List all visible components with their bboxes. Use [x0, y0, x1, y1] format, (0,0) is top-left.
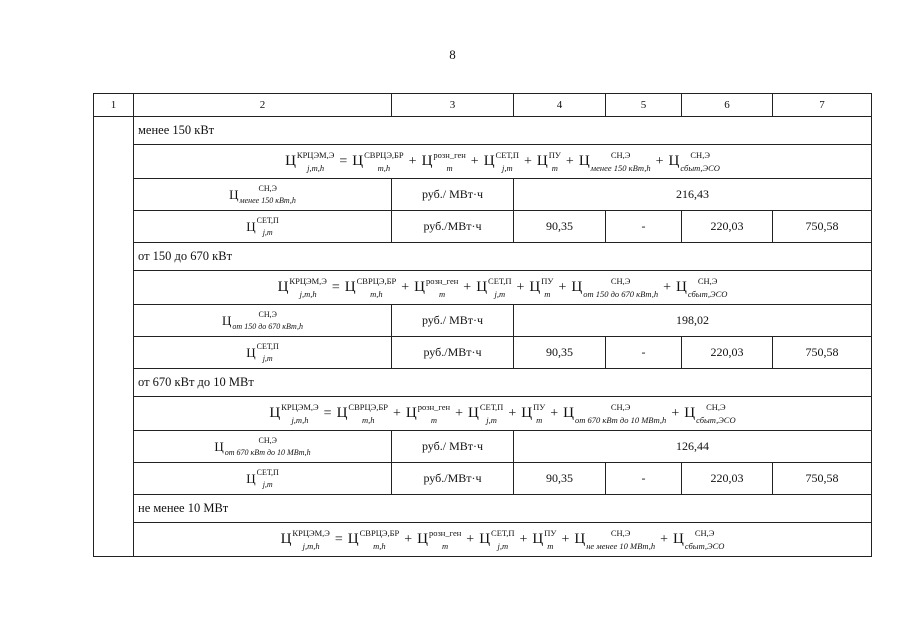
symbol-subscript: сбыт,ЭСО [684, 540, 725, 551]
math-symbol [280, 528, 330, 551]
symbol-subscript: от 670 кВт до 10 МВт,h [574, 414, 667, 425]
math-symbol [684, 402, 736, 425]
symbol-subscript: m,h [370, 288, 383, 299]
symbol-scripts [696, 402, 736, 425]
formula-row [94, 397, 872, 431]
value-cell-col5: - [606, 211, 682, 243]
symbol-base: Ц [468, 405, 479, 421]
symbol-superscript: СЕТ,П [491, 528, 515, 538]
symbol-scripts [687, 276, 728, 299]
symbol-scripts [256, 341, 279, 363]
unit-cell: руб./ МВт·ч [392, 179, 514, 211]
plus-sign: + [508, 405, 517, 421]
math-symbol [532, 528, 557, 551]
header-cell: 1 [94, 94, 134, 117]
plus-sign: + [550, 405, 559, 421]
symbol-superscript: розн_ген [417, 402, 451, 412]
symbol-superscript: СН,Э [697, 276, 718, 286]
symbol-cell [134, 179, 392, 211]
value-cell-col4: 90,35 [514, 211, 606, 243]
symbol-subscript: j,m [497, 540, 509, 551]
symbol-subscript: j,m [494, 288, 506, 299]
symbol-scripts [296, 150, 335, 173]
math-symbol [269, 402, 319, 425]
unit-cell: руб./МВт·ч [392, 211, 514, 243]
equals-sign: = [334, 531, 343, 547]
symbol-subscript: от 150 до 670 кВт,h [232, 321, 303, 331]
symbol-subscript: m [439, 288, 446, 299]
symbol-scripts [425, 276, 459, 299]
symbol-scripts [417, 402, 451, 425]
plus-sign: + [463, 279, 472, 295]
symbol-subscript: m [536, 414, 543, 425]
math-symbol [214, 435, 311, 457]
symbol-superscript: СН,Э [610, 150, 631, 160]
plus-sign: + [470, 153, 479, 169]
symbol-base: Ц [521, 405, 533, 421]
symbol-subscript: сбыт,ЭСО [680, 162, 720, 173]
symbol-scripts [359, 528, 400, 551]
symbol-cell [134, 211, 392, 243]
plus-sign: + [401, 279, 410, 295]
symbol-subscript: j,m,h [299, 288, 317, 299]
symbol-scripts [488, 276, 512, 299]
math-symbol [336, 402, 388, 425]
symbol-superscript: КРЦЭМ,Э [281, 402, 319, 412]
symbol-base: Ц [673, 531, 684, 547]
symbol-superscript: СВРЦЭ,БР [348, 402, 388, 412]
symbol-subscript: j,m [501, 162, 513, 173]
math-symbol [468, 402, 504, 425]
symbol-base: Ц [280, 531, 292, 547]
plus-sign: + [516, 279, 525, 295]
math-symbol [229, 183, 296, 205]
symbol-subscript: j,m [262, 227, 273, 237]
symbol-base: Ц [476, 279, 488, 295]
symbol-superscript: СН,Э [690, 150, 710, 160]
formula [269, 402, 736, 425]
blank-column-cell [94, 117, 134, 557]
symbol-subscript: j,m,h [307, 162, 325, 173]
symbol-subscript: сбыт,ЭСО [687, 288, 728, 299]
symbol-superscript: розн_ген [428, 528, 462, 538]
math-symbol [574, 528, 656, 551]
value-row [94, 463, 872, 495]
section-title: не менее 10 МВт [134, 495, 872, 523]
math-symbol [277, 276, 327, 299]
symbol-scripts [289, 276, 327, 299]
symbol-subscript: m [547, 540, 554, 551]
math-symbol [578, 150, 651, 173]
symbol-superscript: розн_ген [433, 150, 466, 160]
plus-sign: + [565, 153, 574, 169]
symbol-base: Ц [421, 153, 433, 169]
symbol-superscript: СН,Э [258, 309, 277, 319]
plus-sign: + [663, 279, 672, 295]
symbol-scripts [232, 309, 303, 331]
symbol-subscript: j,m [262, 479, 273, 489]
symbol-subscript: m [430, 414, 437, 425]
symbol-scripts [364, 150, 404, 173]
symbol-subscript: от 150 до 670 кВт,h [583, 288, 659, 299]
symbol-subscript: m [544, 288, 551, 299]
symbol-subscript: j,m [486, 414, 497, 425]
symbol-base: Ц [578, 153, 590, 169]
symbol-base: Ц [246, 218, 256, 234]
symbol-superscript: СН,Э [706, 402, 726, 412]
symbol-cell [134, 337, 392, 369]
symbol-superscript: СН,Э [610, 276, 631, 286]
section-row [94, 117, 872, 145]
value-cell-col5: - [606, 463, 682, 495]
symbol-cell [134, 431, 392, 463]
symbol-superscript: СВРЦЭ,БР [359, 528, 400, 538]
header-cell: 3 [392, 94, 514, 117]
symbol-scripts [544, 528, 557, 551]
symbol-subscript: j,m,h [291, 414, 309, 425]
symbol-subscript: j,m,h [302, 540, 320, 551]
symbol-scripts [574, 402, 667, 425]
math-symbol [344, 276, 397, 299]
header-cell: 2 [134, 94, 392, 117]
header-cell: 7 [773, 94, 872, 117]
value-cell-col7: 750,58 [773, 337, 872, 369]
symbol-base: Ц [571, 279, 583, 295]
unit-cell: руб./ МВт·ч [392, 431, 514, 463]
symbol-subscript: не менее 10 МВт,h [586, 540, 656, 551]
symbol-base: Ц [246, 470, 256, 486]
symbol-base: Ц [684, 405, 696, 421]
symbol-scripts [495, 150, 519, 173]
equals-sign: = [323, 405, 332, 421]
value-cell-col6: 220,03 [682, 211, 773, 243]
symbol-scripts [680, 150, 720, 173]
math-symbol [668, 150, 720, 173]
math-symbol [673, 528, 725, 551]
symbol-superscript: СЕТ,П [488, 276, 512, 286]
symbol-base: Ц [285, 153, 296, 169]
symbol-base: Ц [483, 153, 495, 169]
plus-sign: + [404, 531, 413, 547]
math-symbol [479, 528, 515, 551]
symbol-cell [134, 305, 392, 337]
symbol-subscript: от 670 кВт до 10 МВт,h [224, 447, 311, 457]
symbol-superscript: КРЦЭМ,Э [292, 528, 330, 538]
symbol-superscript: СЕТ,П [495, 150, 519, 160]
symbol-scripts [428, 528, 462, 551]
symbol-base: Ц [536, 153, 548, 169]
math-symbol [414, 276, 459, 299]
equals-sign: = [331, 279, 340, 295]
symbol-base: Ц [222, 312, 232, 328]
plus-sign: + [455, 405, 463, 421]
symbol-subscript: m,h [373, 540, 386, 551]
plus-sign: + [655, 153, 664, 169]
formula-row [94, 145, 872, 179]
section-title: от 150 до 670 кВт [134, 243, 872, 271]
section-row [94, 243, 872, 271]
symbol-subscript: m [442, 540, 449, 551]
symbol-superscript: СН,Э [610, 528, 631, 538]
symbol-scripts [684, 528, 725, 551]
symbol-base: Ц [347, 531, 359, 547]
formula [277, 276, 728, 299]
symbol-superscript: СЕТ,П [256, 467, 279, 477]
symbol-scripts [548, 150, 561, 173]
symbol-subscript: менее 150 кВт,h [590, 162, 651, 173]
plus-sign: + [660, 531, 669, 547]
symbol-superscript: КРЦЭМ,Э [296, 150, 335, 160]
symbol-scripts [292, 528, 330, 551]
symbol-scripts [356, 276, 397, 299]
symbol-base: Ц [676, 279, 687, 295]
symbol-scripts [433, 150, 466, 173]
math-symbol [222, 309, 303, 331]
symbol-superscript: СЕТ,П [479, 402, 504, 412]
symbol-base: Ц [269, 405, 281, 421]
symbol-scripts [586, 528, 656, 551]
symbol-subscript: m [446, 162, 453, 173]
value-cell-col6: 220,03 [682, 337, 773, 369]
symbol-superscript: СЕТ,П [256, 341, 279, 351]
symbol-scripts [281, 402, 319, 425]
header-cell: 5 [606, 94, 682, 117]
math-symbol [536, 150, 561, 173]
value-row [94, 337, 872, 369]
symbol-scripts [256, 215, 279, 237]
symbol-scripts [479, 402, 504, 425]
tariff-table [93, 93, 872, 557]
symbol-scripts [239, 183, 296, 205]
symbol-superscript: СН,Э [610, 402, 631, 412]
symbol-base: Ц [352, 153, 364, 169]
merged-value-cell: 198,02 [514, 305, 872, 337]
symbol-base: Ц [574, 531, 586, 547]
symbol-superscript: ПУ [541, 276, 554, 286]
symbol-superscript: розн_ген [425, 276, 459, 286]
math-symbol [563, 402, 667, 425]
header-cell: 4 [514, 94, 606, 117]
symbol-base: Ц [405, 405, 417, 421]
section-row [94, 369, 872, 397]
value-cell-col5: - [606, 337, 682, 369]
math-symbol [246, 215, 279, 237]
symbol-subscript: сбыт,ЭСО [696, 414, 736, 425]
symbol-superscript: СЕТ,П [256, 215, 279, 225]
unit-cell: руб./МВт·ч [392, 337, 514, 369]
symbol-scripts [541, 276, 554, 299]
symbol-base: Ц [668, 153, 680, 169]
formula-cell [134, 397, 872, 431]
value-cell-col4: 90,35 [514, 463, 606, 495]
formula [285, 150, 720, 173]
formula [280, 528, 725, 551]
formula-cell [134, 523, 872, 557]
symbol-scripts [533, 402, 546, 425]
math-symbol [246, 467, 279, 489]
symbol-scripts [224, 435, 311, 457]
plus-sign: + [408, 153, 417, 169]
symbol-scripts [583, 276, 659, 299]
math-symbol [285, 150, 335, 173]
formula-row [94, 523, 872, 557]
value-row [94, 179, 872, 211]
symbol-base: Ц [529, 279, 541, 295]
symbol-superscript: СВРЦЭ,БР [356, 276, 397, 286]
symbol-superscript: ПУ [548, 150, 561, 160]
symbol-base: Ц [277, 279, 289, 295]
symbol-superscript: СН,Э [258, 183, 277, 193]
plus-sign: + [392, 405, 401, 421]
symbol-scripts [256, 467, 279, 489]
section-row [94, 495, 872, 523]
math-symbol [676, 276, 728, 299]
symbol-base: Ц [532, 531, 544, 547]
math-symbol [476, 276, 512, 299]
section-title: от 670 кВт до 10 МВт [134, 369, 872, 397]
page-number: 8 [449, 47, 456, 62]
symbol-cell [134, 463, 392, 495]
value-cell-col6: 220,03 [682, 463, 773, 495]
symbol-superscript: СВРЦЭ,БР [364, 150, 404, 160]
math-symbol [352, 150, 404, 173]
math-symbol [421, 150, 466, 173]
value-cell-col7: 750,58 [773, 463, 872, 495]
symbol-base: Ц [214, 438, 224, 454]
header-row [94, 94, 872, 117]
value-cell-col7: 750,58 [773, 211, 872, 243]
symbol-superscript: ПУ [533, 402, 546, 412]
symbol-superscript: КРЦЭМ,Э [289, 276, 327, 286]
unit-cell: руб./МВт·ч [392, 463, 514, 495]
symbol-base: Ц [229, 186, 239, 202]
plus-sign: + [524, 153, 532, 169]
symbol-base: Ц [479, 531, 491, 547]
unit-cell: руб./ МВт·ч [392, 305, 514, 337]
plus-sign: + [671, 405, 680, 421]
formula-row [94, 271, 872, 305]
math-symbol [417, 528, 462, 551]
plus-sign: + [561, 531, 570, 547]
merged-value-cell: 216,43 [514, 179, 872, 211]
symbol-superscript: ПУ [544, 528, 557, 538]
symbol-base: Ц [344, 279, 356, 295]
value-row [94, 431, 872, 463]
symbol-subscript: j,m [262, 353, 273, 363]
symbol-superscript: СН,Э [258, 435, 277, 445]
math-symbol [246, 341, 279, 363]
plus-sign: + [558, 279, 567, 295]
header-cell: 6 [682, 94, 773, 117]
formula-cell [134, 271, 872, 305]
section-title: менее 150 кВт [134, 117, 872, 145]
symbol-subscript: m,h [361, 414, 375, 425]
symbol-base: Ц [336, 405, 348, 421]
symbol-superscript: СН,Э [694, 528, 715, 538]
math-symbol [529, 276, 554, 299]
equals-sign: = [339, 153, 348, 169]
value-row [94, 211, 872, 243]
formula-cell [134, 145, 872, 179]
plus-sign: + [466, 531, 475, 547]
math-symbol [347, 528, 400, 551]
math-symbol [483, 150, 519, 173]
symbol-subscript: m,h [377, 162, 391, 173]
symbol-base: Ц [417, 531, 428, 547]
merged-value-cell: 126,44 [514, 431, 872, 463]
symbol-subscript: m [551, 162, 558, 173]
symbol-scripts [491, 528, 515, 551]
symbol-scripts [590, 150, 651, 173]
symbol-subscript: менее 150 кВт,h [239, 195, 296, 205]
plus-sign: + [519, 531, 528, 547]
math-symbol [405, 402, 451, 425]
math-symbol [521, 402, 546, 425]
symbol-base: Ц [414, 279, 425, 295]
symbol-base: Ц [563, 405, 574, 421]
value-row [94, 305, 872, 337]
value-cell-col4: 90,35 [514, 337, 606, 369]
math-symbol [571, 276, 659, 299]
symbol-scripts [348, 402, 388, 425]
symbol-base: Ц [246, 344, 256, 360]
